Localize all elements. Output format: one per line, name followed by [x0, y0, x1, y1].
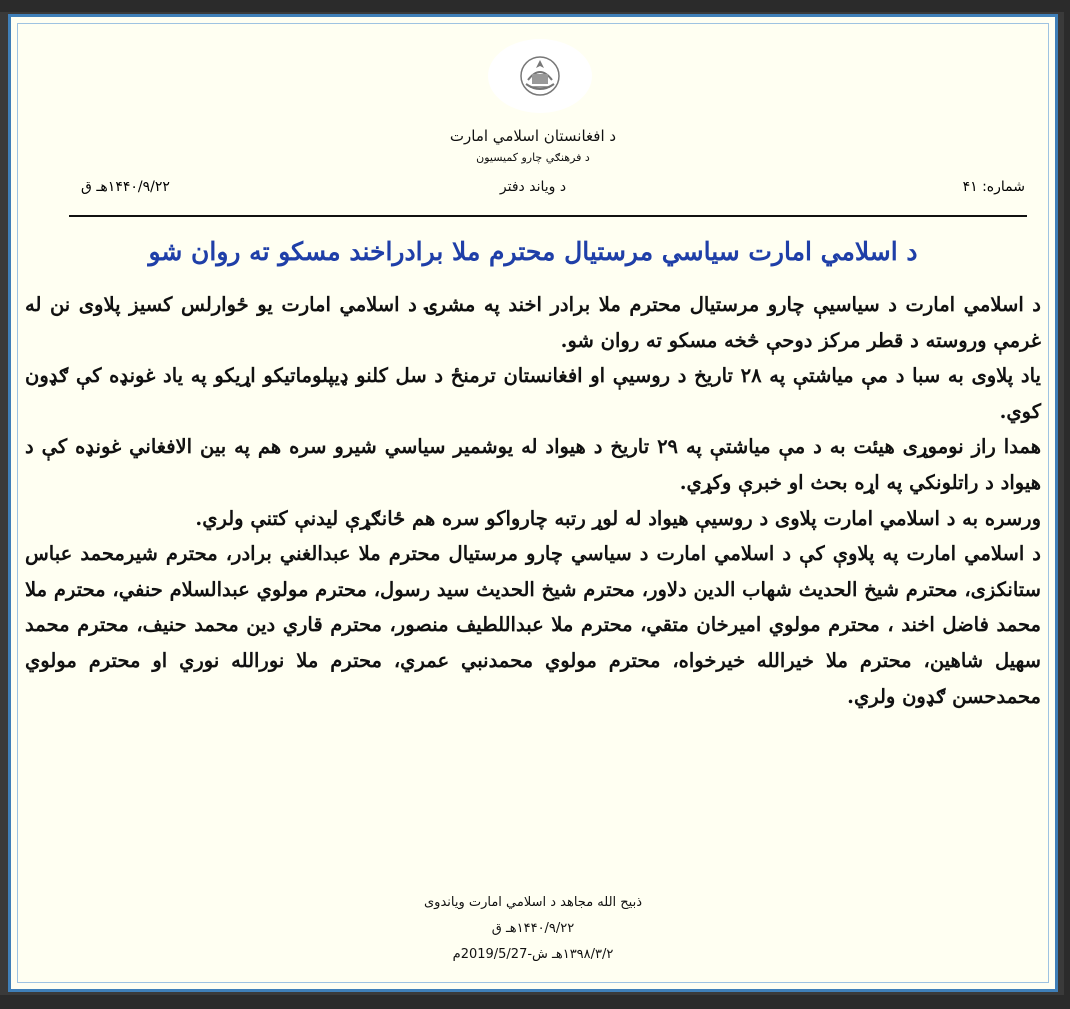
- header-emirate-name: د افغانستان اسلامي امارت: [449, 127, 617, 145]
- signature-date-hijri: ۱۴۴۰/۹/۲۲هـ ق: [491, 921, 575, 936]
- body-paragraph: د اسلامي امارت په پلاوې کې د اسلامي امارت د سياسي چارو مرستيال محترم ملا عبدالغني برادر، محترم شيرمحمد عباس ستانکزى، محترم شيخ الحديث شهاب الدين دلاور، محترم شيخ الحديث سيد رسول، محترم مولوي عبدالسلام حنفي، محترم ملا محمد فاضل اخند ، محترم مولوي اميرخان متقي، محترم ملا عبداللطيف منصور، محترم قاري دين محمد حنيف، محترم محمد سهيل شاهين، محترم ملا خيرالله خيرخواه، محترم مولوي محمدنبي عمري، محترم ملا نورالله نوري او محترم مولوي محمدحسن ګډون ولري.: [25, 542, 1041, 708]
- header-divider: [69, 215, 1027, 217]
- document-body: [25, 287, 1041, 714]
- signature-name: ذبيح الله مجاهد د اسلامي امارت وياندوى: [423, 895, 642, 910]
- header-commission: د فرهنګي چارو کميسيون: [476, 151, 590, 164]
- emirate-seal-icon: [518, 54, 562, 98]
- window-bottom-bar: [0, 995, 1070, 1009]
- document-date: ۱۴۴۰/۹/۲۲هـ ق: [81, 179, 170, 195]
- header-office: د وياند دفتر: [499, 179, 567, 195]
- emblem-badge: [488, 39, 592, 113]
- window-right-bar: [1064, 0, 1070, 1009]
- body-paragraph: ياد پلاوى به سبا د مې مياشتې په ۲۸ تاريخ د روسيې او افغانستان ترمنځ د سل کلنو ډيپلوماتيکو اړيکو په ياد غونډه کې ګډون کوي.: [25, 364, 1041, 423]
- body-paragraph: ورسره به د اسلامي امارت پلاوى د روسيې هيواد له لوړ رتبه چارواکو سره هم ځانګړې ليدنې کتنې ولري.: [195, 506, 1041, 530]
- press-release-document: [8, 14, 1058, 992]
- document-title: د اسلامي امارت سياسي مرستيال محترم ملا برادراخند مسکو ته روان شو: [148, 237, 918, 266]
- document-number: شماره: ۴۱: [962, 179, 1025, 195]
- window-top-bar: [0, 0, 1070, 12]
- body-paragraph: همدا راز نوموړى هيئت به د مې مياشتې په ۲۹ تاريخ د هيواد له يوشمير سياسي شيرو سره هم په بين الافغاني غونډه کې د هيواد د راتلونکي په اړه بحث او خبرې وکړي.: [25, 435, 1041, 494]
- signature-date-combined: ۱۳۹۸/۳/۲هـ ش-2019/5/27م: [452, 947, 614, 962]
- body-paragraph: د اسلامي امارت د سياسيې چارو مرستيال محترم ملا برادر اخند په مشرۍ د اسلامي امارت يو ځوارلس کسيز پلاوى نن له غرمې وروسته د قطر مرکز دوحې څخه مسکو ته روان شو.: [25, 293, 1041, 352]
